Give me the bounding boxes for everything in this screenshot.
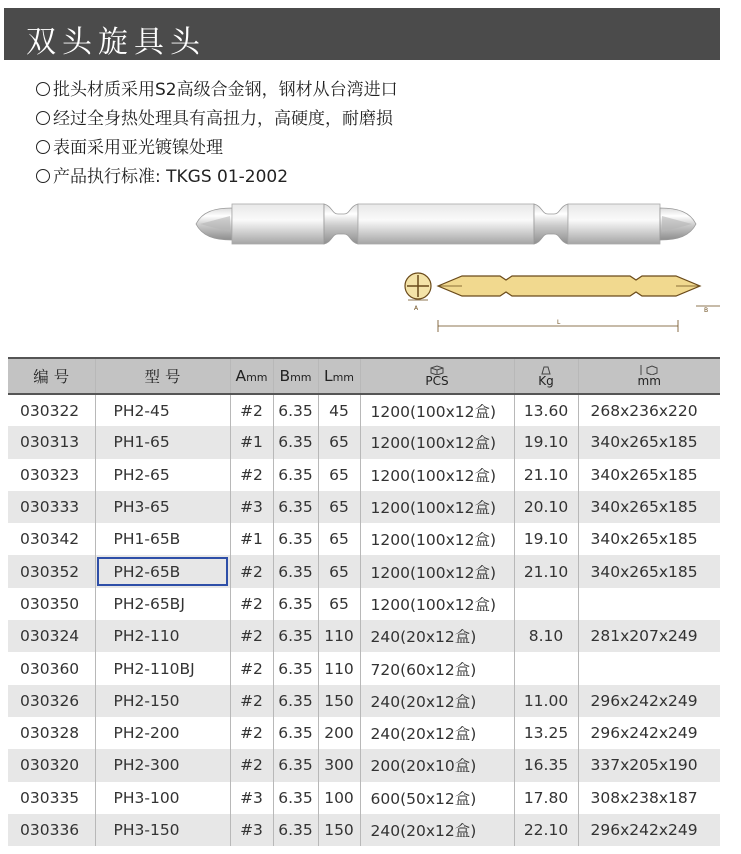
cell-pcs: 720(60x12盒) [360, 652, 514, 684]
cell-l: 65 [318, 588, 360, 620]
label-b: B [704, 307, 709, 314]
cell-model: PH3-100 [95, 782, 230, 814]
cell-model: PH2-200 [95, 717, 230, 749]
cell-code: 030336 [8, 814, 95, 846]
table-row [8, 523, 720, 555]
cell-model: PH2-45 [95, 394, 230, 426]
cell-code: 030328 [8, 717, 95, 749]
cell-mm: 281x207x249 [590, 627, 698, 646]
bullet-circle-icon [36, 111, 50, 125]
cell-pcs: 1200(100x12盒) [360, 588, 514, 620]
cell-model: PH2-65B [95, 555, 230, 587]
table-row [8, 717, 720, 749]
cell-pcs: 200(20x10盒) [360, 749, 514, 781]
cell-model: PH3-150 [95, 814, 230, 846]
table-row [8, 394, 720, 426]
cell-l: 65 [318, 459, 360, 491]
table-row [8, 782, 720, 814]
cell-a: #2 [230, 749, 273, 781]
cell-a: #1 [230, 523, 273, 555]
cell-l: 45 [318, 394, 360, 426]
cell-pcs: 240(20x12盒) [360, 620, 514, 652]
cell-a: #2 [230, 652, 273, 684]
cell-l: 300 [318, 749, 360, 781]
cell-model: PH1-65 [95, 426, 230, 458]
cell-b: 6.35 [273, 685, 318, 717]
cell-mm: 340x265x185 [590, 562, 698, 581]
cell-code: 030342 [8, 523, 95, 555]
cell-code: 030320 [8, 749, 95, 781]
cell-code: 030323 [8, 459, 95, 491]
cell-mm: 340x265x185 [590, 498, 698, 517]
cell-pcs: 1200(100x12盒) [360, 459, 514, 491]
table-row [8, 491, 720, 523]
cell-a: #2 [230, 588, 273, 620]
feature-list [36, 76, 398, 192]
cell-pcs: 1200(100x12盒) [360, 491, 514, 523]
bit-outline [438, 276, 700, 296]
spec-table [8, 357, 720, 846]
cell-code: 030322 [8, 394, 95, 426]
cell-l: 65 [318, 523, 360, 555]
header-pcs: PCS [360, 358, 514, 394]
cell-mm: 340x265x185 [590, 465, 698, 484]
header-b: Bmm [273, 358, 318, 394]
cell-kg: 13.60 [514, 394, 578, 426]
cell-pcs: 240(20x12盒) [360, 814, 514, 846]
feature-text: 批头材质采用S2高级合金钢，钢材从台湾进口 [53, 80, 398, 100]
cell-b: 6.35 [273, 749, 318, 781]
cell-b: 6.35 [273, 459, 318, 491]
cell-model: PH2-65 [95, 459, 230, 491]
table-row [8, 459, 720, 491]
table-row [8, 685, 720, 717]
cell-mm [578, 652, 720, 684]
cell-mm: 308x238x187 [590, 788, 698, 807]
cell-model: PH2-150 [95, 685, 230, 717]
feature-item [36, 163, 398, 192]
cell-l: 100 [318, 782, 360, 814]
cell-b: 6.35 [273, 588, 318, 620]
table-row [8, 652, 720, 684]
cell-pcs: 1200(100x12盒) [360, 555, 514, 587]
table-row [8, 555, 720, 587]
cell-b: 6.35 [273, 652, 318, 684]
feature-item [36, 76, 398, 105]
cell-kg: 8.10 [514, 620, 578, 652]
feature-text: 产品执行标准: TKGS 01-2002 [53, 167, 289, 187]
feature-item [36, 105, 398, 134]
cell-b: 6.35 [273, 491, 318, 523]
page-title: 双头旋具头 [26, 25, 206, 60]
header-l: Lmm [318, 358, 360, 394]
cell-b: 6.35 [273, 555, 318, 587]
cell-model: PH2-300 [95, 749, 230, 781]
cell-pcs: 1200(100x12盒) [360, 426, 514, 458]
header-code: 编 号 [8, 358, 95, 394]
cell-a: #2 [230, 394, 273, 426]
cell-l: 65 [318, 491, 360, 523]
cell-code: 030352 [8, 555, 95, 587]
product-photo [192, 190, 702, 260]
cell-a: #1 [230, 426, 273, 458]
cell-mm: 296x242x249 [590, 691, 698, 710]
cell-l: 110 [318, 620, 360, 652]
header-kg: Kg [514, 358, 578, 394]
header-model: 型 号 [95, 358, 230, 394]
cell-kg: 19.10 [514, 523, 578, 555]
cell-model: PH2-110BJ [95, 652, 230, 684]
cell-pcs: 240(20x12盒) [360, 685, 514, 717]
cell-kg: 21.10 [514, 555, 578, 587]
cell-code: 030333 [8, 491, 95, 523]
table-row [8, 426, 720, 458]
cell-kg: 21.10 [514, 459, 578, 491]
cell-code: 030326 [8, 685, 95, 717]
table-row [8, 749, 720, 781]
cell-l: 110 [318, 652, 360, 684]
header-mm: mm [578, 358, 720, 394]
cell-l: 65 [318, 426, 360, 458]
cell-kg: 16.35 [514, 749, 578, 781]
cell-code: 030335 [8, 782, 95, 814]
cell-a: #2 [230, 555, 273, 587]
bullet-circle-icon [36, 169, 50, 183]
bullet-circle-icon [36, 82, 50, 96]
cell-mm: 340x265x185 [590, 530, 698, 549]
cell-model: PH2-110 [95, 620, 230, 652]
label-l: L [557, 319, 561, 326]
cell-model: PH3-65 [95, 491, 230, 523]
table-header-row [8, 358, 720, 394]
cell-mm: 337x205x190 [590, 756, 698, 775]
cell-kg: 13.25 [514, 717, 578, 749]
cell-a: #2 [230, 459, 273, 491]
cell-a: #2 [230, 620, 273, 652]
cell-mm: 340x265x185 [590, 433, 698, 452]
cell-l: 65 [318, 555, 360, 587]
cell-mm [578, 588, 720, 620]
cell-b: 6.35 [273, 782, 318, 814]
cell-mm: 268x236x220 [590, 401, 698, 420]
cell-a: #3 [230, 782, 273, 814]
cell-b: 6.35 [273, 523, 318, 555]
cell-l: 200 [318, 717, 360, 749]
cell-model: PH2-65BJ [95, 588, 230, 620]
cell-l: 150 [318, 814, 360, 846]
feature-item [36, 134, 398, 163]
cell-b: 6.35 [273, 620, 318, 652]
cell-pcs: 1200(100x12盒) [360, 394, 514, 426]
header-a: Amm [230, 358, 273, 394]
cell-a: #2 [230, 717, 273, 749]
cell-mm: 296x242x249 [590, 821, 698, 839]
cell-kg: 17.80 [514, 782, 578, 814]
table-row [8, 620, 720, 652]
bullet-circle-icon [36, 140, 50, 154]
cell-a: #3 [230, 814, 273, 846]
dimension-diagram [400, 262, 720, 338]
table-row [8, 588, 720, 620]
cell-code: 030313 [8, 426, 95, 458]
cell-kg: 19.10 [514, 426, 578, 458]
cell-pcs: 240(20x12盒) [360, 717, 514, 749]
cell-code: 030350 [8, 588, 95, 620]
feature-text: 表面采用亚光镀镍处理 [53, 138, 223, 158]
cell-model: PH1-65B [95, 523, 230, 555]
feature-text: 经过全身热处理具有高扭力，高硬度，耐磨损 [53, 109, 393, 129]
cell-b: 6.35 [273, 814, 318, 846]
cell-b: 6.35 [273, 717, 318, 749]
cell-b: 6.35 [273, 426, 318, 458]
cell-l: 150 [318, 685, 360, 717]
title-bar [4, 8, 720, 60]
label-a: A [414, 305, 419, 312]
cell-pcs: 600(50x12盒) [360, 782, 514, 814]
cell-a: #3 [230, 491, 273, 523]
table-row [8, 814, 720, 846]
cell-code: 030324 [8, 620, 95, 652]
cell-pcs: 1200(100x12盒) [360, 523, 514, 555]
cell-kg [514, 588, 578, 620]
cell-a: #2 [230, 685, 273, 717]
cell-mm: 296x242x249 [590, 724, 698, 743]
cell-kg [514, 652, 578, 684]
cell-kg: 22.10 [514, 814, 578, 846]
cell-kg: 11.00 [514, 685, 578, 717]
cell-kg: 20.10 [514, 491, 578, 523]
cell-b: 6.35 [273, 394, 318, 426]
cell-code: 030360 [8, 652, 95, 684]
